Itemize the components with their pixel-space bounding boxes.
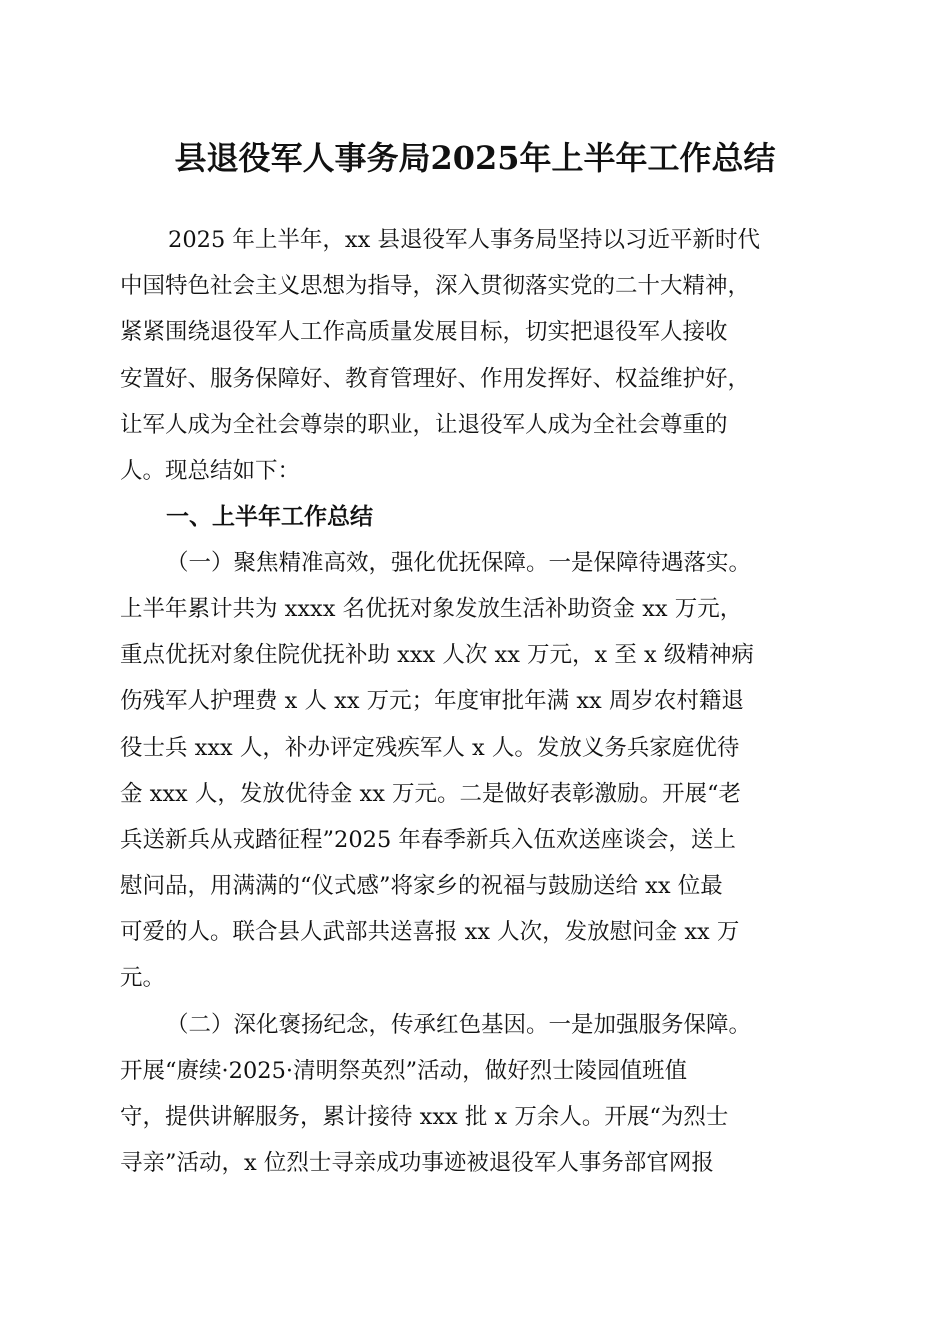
intro-line: 让军人成为全社会尊崇的职业，让退役军人成为全社会尊重的 bbox=[120, 412, 728, 438]
subsection-line: （二）深化褒扬纪念，传承红色基因。一是加强服务保障。 bbox=[166, 1012, 752, 1038]
intro-line: 安置好、服务保障好、教育管理好、作用发挥好、权益维护好， bbox=[120, 366, 751, 392]
subsection-line: 慰问品，用满满的“仪式感”将家乡的祝福与鼓励送给 xx 位最 bbox=[120, 873, 723, 899]
intro-line: 中国特色社会主义思想为指导，深入贯彻落实党的二十大精神， bbox=[120, 273, 751, 299]
subsection-line: 重点优抚对象住院优抚补助 xxx 人次 xx 万元，x 至 x 级精神病 bbox=[120, 642, 754, 668]
intro-line: 人。现总结如下： bbox=[120, 458, 301, 484]
subsection-line: 开展“赓续·2025·清明祭英烈”活动，做好烈士陵园值班值 bbox=[120, 1058, 688, 1084]
subsection-line: （一）聚焦精准高效，强化优抚保障。一是保障待遇落实。 bbox=[166, 550, 752, 576]
section-heading: 一、上半年工作总结 bbox=[166, 504, 373, 530]
subsection-line: 金 xxx 人，发放优待金 xx 万元。二是做好表彰激励。开展“老 bbox=[120, 781, 742, 807]
document-title: 县退役军人事务局2025年上半年工作总结 bbox=[174, 139, 776, 177]
subsection-line: 役士兵 xxx 人，补办评定残疾军人 x 人。发放义务兵家庭优待 bbox=[120, 735, 740, 761]
subsection-line: 可爱的人。联合县人武部共送喜报 xx 人次，发放慰问金 xx 万 bbox=[120, 919, 740, 945]
intro-line: 紧紧围绕退役军人工作高质量发展目标，切实把退役军人接收 bbox=[120, 319, 728, 345]
subsection-line: 上半年累计共为 xxxx 名优抚对象发放生活补助资金 xx 万元， bbox=[120, 596, 743, 622]
subsection-line: 兵送新兵从戎踏征程”2025 年春季新兵入伍欢送座谈会，送上 bbox=[120, 827, 736, 853]
subsection-line: 元。 bbox=[120, 965, 166, 991]
subsection-line: 伤残军人护理费 x 人 xx 万元；年度审批年满 xx 周岁农村籍退 bbox=[120, 688, 744, 714]
subsection-line: 守，提供讲解服务，累计接待 xxx 批 x 万余人。开展“为烈士 bbox=[120, 1104, 729, 1130]
subsection-line: 寻亲”活动，x 位烈士寻亲成功事迹被退役军人事务部官网报 bbox=[120, 1150, 714, 1176]
intro-line: 2025 年上半年，xx 县退役军人事务局坚持以习近平新时代 bbox=[168, 227, 760, 253]
